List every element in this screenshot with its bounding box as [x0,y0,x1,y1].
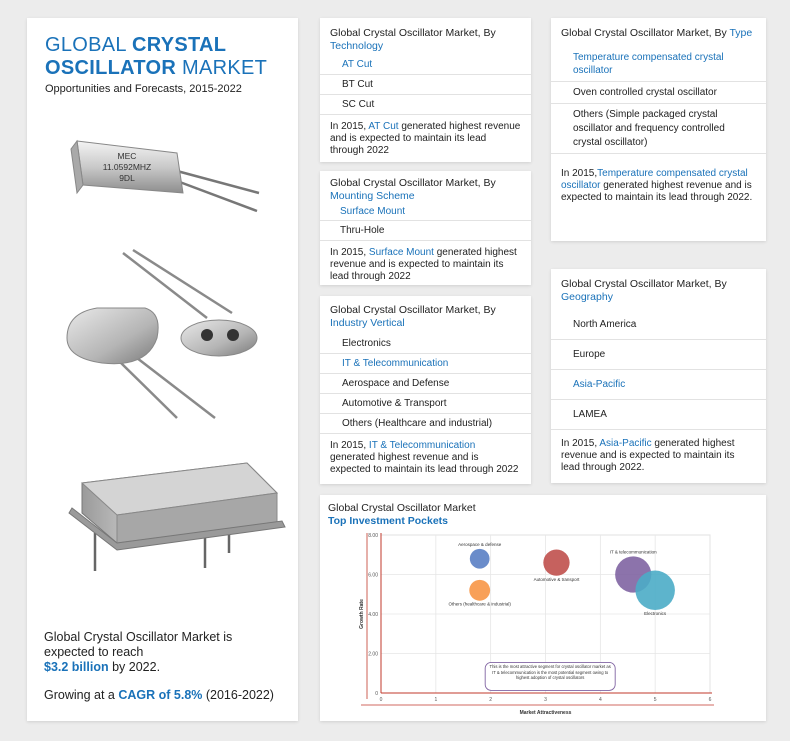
geography-note: In 2015, Asia-Pacific generated highest revenue and is expected to maintain its lead through 2022. [561,438,735,473]
ind-row-electronics: Electronics [320,334,531,354]
y-tick-label: 4.00 [368,612,378,618]
tech-row-at-cut: AT Cut [320,55,531,75]
type-panel [551,18,766,241]
bubble-label: Electronics [644,611,667,617]
title-suffix: MARKET [176,57,268,79]
hc49-legs-crystal-image [67,250,257,418]
industry-panel [320,296,531,484]
tech-row-bt-cut: BT Cut [320,75,531,95]
mount-row-thru-hole: Thru-Hole [320,221,531,241]
can-oscillator-image [69,463,285,571]
bubble [543,549,569,575]
footer-tail: by 2022. [108,660,161,674]
pockets-title: Global Crystal Oscillator Market [328,502,476,514]
ind-row-automotive: Automotive & Transport [320,394,531,414]
ind-row-it-telecom: IT & Telecommunication [320,354,531,374]
main-title [45,34,267,80]
footer-line: Global Crystal Oscillator Market is expected to reach [44,630,233,659]
y-tick-label: 2.00 [368,651,378,658]
x-axis-label: Market Attractiveness [519,710,572,716]
bubble-label: IT & telecommunication [609,549,657,555]
geo-row-north-america: North America [551,310,766,340]
type-note: In 2015,Temperature compensated crystal oscillator generated highest revenue and is expected to maintain its lead through 2022. [561,168,753,203]
industry-note: In 2015, IT & Telecommunication generated highest revenue and is expected to maintain its lead through 2022 [330,440,519,475]
subtitle: Opportunities and Forecasts, 2015-2022 [45,83,242,95]
x-tick-label: 5 [653,697,657,703]
label-mec: MEC [117,151,137,161]
growth-suffix: (2016-2022) [202,688,274,702]
type-row-ocxo: Oven controlled crystal oscillator [551,82,766,104]
growth-prefix: Growing at a [44,688,119,702]
mount-row-surface: Surface Mount [320,203,531,221]
bubble-label: Others (healthcare & industrial) [448,601,511,607]
mounting-panel [320,171,531,285]
ind-row-aerospace: Aerospace and Defense [320,374,531,394]
technology-title: Global Crystal Oscillator Market, By Technology [330,27,496,52]
bubble [469,580,490,601]
pockets-subtitle: Top Investment Pockets [328,515,449,527]
type-row-others: Others (Simple packaged crystal oscillator and frequency controlled crystal oscillator) [551,104,766,154]
label-code: 9DL [119,173,135,183]
bubble-label: Automotive & transport [533,576,580,582]
cagr-value: CAGR of 5.8% [118,688,203,702]
y-tick-label: 8.00 [368,533,378,539]
market-value: $3.2 billion [44,660,109,674]
x-tick-label: 2 [489,697,493,703]
title-bold-oscillator: OSCILLATOR [45,57,177,79]
investment-pockets-chart [320,495,766,721]
geo-row-europe: Europe [551,340,766,370]
hc49-crystal-image [71,141,259,211]
x-tick-label: 0 [379,697,383,703]
mounting-note: In 2015, Surface Mount generated highest revenue and is expected to maintain its lead through 2022 [330,247,517,282]
technology-panel [320,18,531,162]
ind-row-others: Others (Healthcare and industrial) [320,414,531,434]
bubble [635,571,674,610]
investment-pockets-panel [320,495,766,721]
annotation-text-wrapper [489,664,611,689]
type-title: Global Crystal Oscillator Market, By Type [561,27,753,39]
x-tick-label: 3 [544,697,547,703]
title-prefix: GLOBAL [45,34,132,56]
bubble-label: Aerospace & defense [458,541,502,547]
type-row-tcxo: Temperature compensated crystal oscillator [551,46,766,82]
technology-note: In 2015, AT Cut generated highest revenue and is expected to maintain its lead through 2022 [330,121,521,156]
left-summary-card [27,18,298,721]
growth-text [44,688,274,702]
geography-panel [551,269,766,483]
geo-row-asia-pacific: Asia-Pacific [551,370,766,400]
y-tick-label: 0 [375,691,378,697]
label-frequency: 11.0592MHZ [102,162,152,172]
geo-row-lamea: LAMEA [551,400,766,430]
y-tick-label: 6.00 [368,572,378,579]
bubble [470,549,490,569]
y-axis-label: Growth Rate [359,599,365,629]
market-reach-text [44,630,284,675]
industry-title: Global Crystal Oscillator Market, By Industry Vertical [330,304,496,329]
title-bold-crystal: CRYSTAL [131,34,227,56]
crystal-oscillator-images [27,113,298,583]
x-tick-label: 6 [708,697,712,703]
x-tick-label: 1 [434,697,438,703]
mounting-title: Global Crystal Oscillator Market, By Mounting Scheme [330,177,496,202]
geography-title: Global Crystal Oscillator Market, By Geography [561,278,727,303]
tech-row-sc-cut: SC Cut [320,95,531,115]
annotation-text: This is the most attractive segment for crystal oscillator market as IT & telecommunication is the most potential segment owing to highest adoption of crystal oscillators [489,664,611,680]
x-tick-label: 4 [598,697,602,703]
